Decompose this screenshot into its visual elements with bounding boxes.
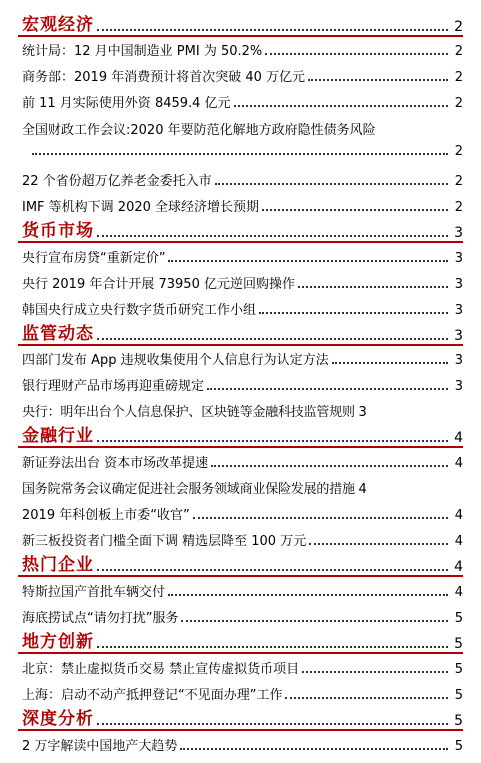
toc-section-hot-companies[interactable] bbox=[22, 550, 463, 575]
entry-title: 韩国央行成立央行数字货币研究工作小组 bbox=[22, 303, 257, 318]
entry-title: 统计局：12 月中国制造业 PMI 为 50.2% bbox=[22, 44, 263, 59]
dot-leader bbox=[97, 29, 448, 31]
page-number: 2 bbox=[454, 174, 463, 189]
dot-leader bbox=[285, 697, 448, 699]
toc-entry-continuation[interactable] bbox=[22, 144, 463, 159]
section-title: 货币市场 bbox=[22, 221, 94, 241]
dot-leader bbox=[309, 543, 448, 545]
page-number: 3 bbox=[454, 277, 463, 292]
toc-entry[interactable] bbox=[22, 530, 463, 549]
dot-leader bbox=[180, 748, 448, 750]
entry-title: IMF 等机构下调 2020 全球经济增长预期 bbox=[22, 200, 260, 215]
toc-entry[interactable] bbox=[22, 349, 463, 368]
toc-entry[interactable] bbox=[22, 452, 463, 471]
entry-title: 海底捞试点“请勿打扰”服务 bbox=[22, 611, 179, 626]
entry-title: 新证券法出台 资本市场改革提速 bbox=[22, 456, 209, 471]
dot-leader bbox=[97, 338, 448, 340]
page-number: 2 bbox=[454, 44, 463, 59]
dot-leader bbox=[97, 569, 448, 571]
dot-leader bbox=[211, 465, 448, 467]
page-number: 5 bbox=[454, 713, 463, 729]
dot-leader bbox=[207, 388, 448, 390]
toc-entry[interactable] bbox=[22, 581, 463, 600]
entry-title: 2019 年科创板上市委“收官” bbox=[22, 508, 190, 523]
page-number: 3 bbox=[454, 328, 463, 344]
entry-title: 全国财政工作会议:2020 年要防范化解地方政府隐性债务风险 bbox=[22, 123, 376, 138]
entry-title: 新三板投资者门槛全面下调 精选层降至 100 万元 bbox=[22, 534, 307, 549]
toc-entry[interactable] bbox=[22, 196, 463, 215]
page-number: 5 bbox=[454, 636, 463, 652]
section-underline bbox=[18, 241, 463, 243]
entry-title: 央行 2019 年合计开展 73950 亿元逆回购操作 bbox=[22, 277, 295, 292]
page-number: 4 bbox=[454, 456, 463, 471]
dot-leader bbox=[265, 53, 448, 55]
toc-entry[interactable] bbox=[22, 607, 463, 626]
toc-entry[interactable] bbox=[22, 684, 463, 703]
page-number: 2 bbox=[454, 96, 463, 111]
section-underline bbox=[18, 575, 463, 577]
page-number: 4 bbox=[454, 534, 463, 549]
dot-leader bbox=[168, 594, 448, 596]
section-title: 地方创新 bbox=[22, 632, 94, 652]
toc-entry[interactable] bbox=[22, 401, 463, 420]
page-number: 4 bbox=[454, 508, 463, 523]
dot-leader bbox=[32, 153, 448, 155]
page-number: 3 bbox=[454, 225, 463, 241]
entry-title: 央行：明年出台个人信息保护、区块链等金融科技监管规则 bbox=[22, 405, 355, 420]
dot-leader bbox=[193, 517, 448, 519]
toc-section-local-innovation[interactable] bbox=[22, 627, 463, 652]
toc-entry[interactable] bbox=[22, 658, 463, 677]
dot-leader bbox=[181, 620, 448, 622]
toc-section-finance-industry[interactable] bbox=[22, 421, 463, 446]
page-number: 2 bbox=[454, 70, 463, 85]
page-number: 3 bbox=[454, 251, 463, 266]
section-title: 深度分析 bbox=[22, 709, 94, 729]
toc-entry[interactable] bbox=[22, 170, 463, 189]
page-number: 3 bbox=[454, 303, 463, 318]
section-title: 金融行业 bbox=[22, 426, 94, 446]
section-underline bbox=[18, 35, 463, 37]
entry-title: 央行宣布房贷“重新定价” bbox=[22, 251, 166, 266]
entry-title: 北京：禁止虚拟货币交易 禁止宣传虚拟货币项目 bbox=[22, 662, 300, 677]
toc-entry[interactable] bbox=[22, 375, 463, 394]
page-number: 3 bbox=[454, 353, 463, 368]
toc-entry[interactable] bbox=[22, 247, 463, 266]
page-number: 4 bbox=[454, 559, 463, 575]
dot-leader bbox=[298, 286, 448, 288]
dot-leader bbox=[97, 646, 448, 648]
dot-leader bbox=[97, 723, 448, 725]
toc-entry-wrapped[interactable] bbox=[22, 119, 463, 138]
page-number: 2 bbox=[454, 19, 463, 35]
toc-section-macro[interactable] bbox=[22, 10, 463, 35]
page-number: 3 bbox=[454, 379, 463, 394]
page-number: 2 bbox=[454, 144, 463, 159]
toc-section-regulation[interactable] bbox=[22, 319, 463, 344]
page-number: 5 bbox=[454, 688, 463, 703]
dot-leader bbox=[308, 79, 448, 81]
entry-title: 银行理财产品市场再迎重磅规定 bbox=[22, 379, 205, 394]
dot-leader bbox=[259, 312, 448, 314]
page-number: 5 bbox=[454, 662, 463, 677]
entry-title: 特斯拉国产首批车辆交付 bbox=[22, 585, 166, 600]
page-number: 5 bbox=[454, 611, 463, 626]
toc-entry[interactable] bbox=[22, 478, 463, 497]
toc-entry[interactable] bbox=[22, 92, 463, 111]
dot-leader bbox=[168, 260, 448, 262]
page-number: 4 bbox=[454, 585, 463, 600]
toc-entry[interactable] bbox=[22, 504, 463, 523]
entry-title: 上海：启动不动产抵押登记“不见面办理”工作 bbox=[22, 688, 283, 703]
page-number: 3 bbox=[358, 405, 367, 420]
entry-title: 前 11 月实际使用外资 8459.4 亿元 bbox=[22, 96, 231, 111]
entry-title: 2 万字解读中国地产大趋势 bbox=[22, 739, 178, 754]
dot-leader bbox=[332, 362, 448, 364]
entry-title: 22 个省份超万亿养老金委托入市 bbox=[22, 174, 212, 189]
entry-title: 国务院常务会议确定促进社会服务领域商业保险发展的措施 bbox=[22, 482, 355, 497]
page-number: 4 bbox=[358, 482, 367, 497]
toc-section-money-market[interactable] bbox=[22, 216, 463, 241]
section-underline bbox=[18, 446, 463, 448]
toc-entry[interactable] bbox=[22, 273, 463, 292]
section-underline bbox=[18, 729, 463, 731]
dot-leader bbox=[215, 183, 448, 185]
toc-entry[interactable] bbox=[22, 66, 463, 85]
section-underline bbox=[18, 344, 463, 346]
toc-entry[interactable] bbox=[22, 40, 463, 59]
page-number: 5 bbox=[454, 739, 463, 754]
page-number: 2 bbox=[454, 200, 463, 215]
entry-title: 商务部：2019 年消费预计将首次突破 40 万亿元 bbox=[22, 70, 306, 85]
toc-entry[interactable] bbox=[22, 299, 463, 318]
section-underline bbox=[18, 652, 463, 654]
dot-leader bbox=[234, 105, 448, 107]
section-title: 热门企业 bbox=[22, 555, 94, 575]
dot-leader bbox=[97, 235, 448, 237]
toc-section-deep-analysis[interactable] bbox=[22, 704, 463, 729]
section-title: 宏观经济 bbox=[22, 15, 94, 35]
dot-leader bbox=[302, 671, 448, 673]
dot-leader bbox=[262, 209, 448, 211]
page-number: 4 bbox=[454, 430, 463, 446]
dot-leader bbox=[97, 440, 448, 442]
toc-entry[interactable] bbox=[22, 735, 463, 754]
section-title: 监管动态 bbox=[22, 324, 94, 344]
entry-title: 四部门发布 App 违规收集使用个人信息行为认定方法 bbox=[22, 353, 329, 368]
